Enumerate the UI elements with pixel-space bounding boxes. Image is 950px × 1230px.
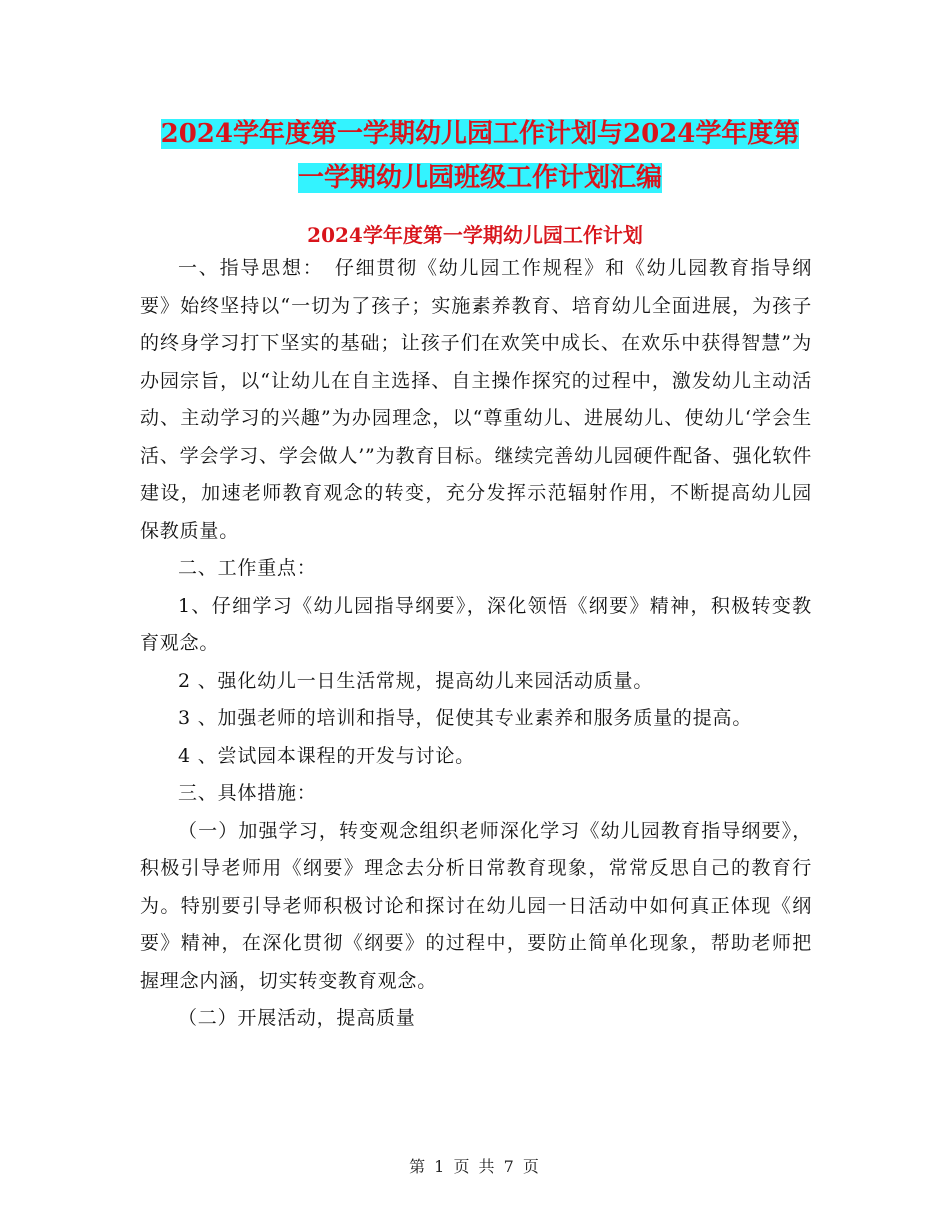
paragraph-guiding-thought: 一、指导思想： 仔细贯彻《幼儿园工作规程》和《幼儿园教育指导纲要》始终坚持以“一切为了孩子；实施素养教育、培育幼儿全面进展，为孩子的终身学习打下坚实的基础；让孩子们在欢笑中成长、在欢乐中获得智慧”为办园宗旨，以“让幼儿在自主选择、自主操作探究的过程中，激发幼儿主动活动、主动学习的兴趣”为办园理念，以“尊重幼儿、进展幼儿、使幼儿‘学会生活、学会学习、学会做人’”为教育目标。继续完善幼儿园硬件配备、强化软件建设，加速老师教育观念的转变，充分发挥示范辐射作用，不断提高幼儿园保教质量。 [140, 257, 812, 542]
paragraph-measure-2-heading: （二）开展活动，提高质量 [178, 1007, 416, 1029]
page-footer: 第 1 页 共 7 页 [409, 1157, 541, 1176]
paragraph-focus-item-4: 4 、尝试园本课程的开发与讨论。 [178, 744, 475, 767]
paragraph-focus-item-1: 1、仔细学习《幼儿园指导纲要》，深化领悟《纲要》精神，积极转变教育观念。 [140, 594, 812, 654]
section-title: 2024学年度第一学期幼儿园工作计划 [307, 223, 643, 247]
document-title-line-2: 一学期幼儿园班级工作计划汇编 [297, 163, 662, 193]
paragraph-work-focus-heading: 二、工作重点： [178, 557, 317, 579]
document-body [140, 250, 812, 1038]
paragraph-focus-item-2: 2 、强化幼儿一日生活常规，提高幼儿来园活动质量。 [178, 669, 654, 692]
document-title-line-1: 2024学年度第一学期幼儿园工作计划与2024学年度第 [160, 119, 800, 149]
paragraph-measures-heading: 三、具体措施： [178, 782, 317, 804]
paragraph-focus-item-3: 3 、加强老师的培训和指导，促使其专业素养和服务质量的提高。 [178, 707, 753, 729]
paragraph-measure-1: （一）加强学习，转变观念组织老师深化学习《幼儿园教育指导纲要》，积极引导老师用《纲要》理念去分析日常教育现象，常常反思自己的教育行为。特别要引导老师积极讨论和探讨在幼儿园一日活动中如何真正体现《纲要》精神，在深化贯彻《纲要》的过程中，要防止简单化现象，帮助老师把握理念内涵，切实转变教育观念。 [140, 819, 812, 992]
document-title [140, 112, 820, 200]
